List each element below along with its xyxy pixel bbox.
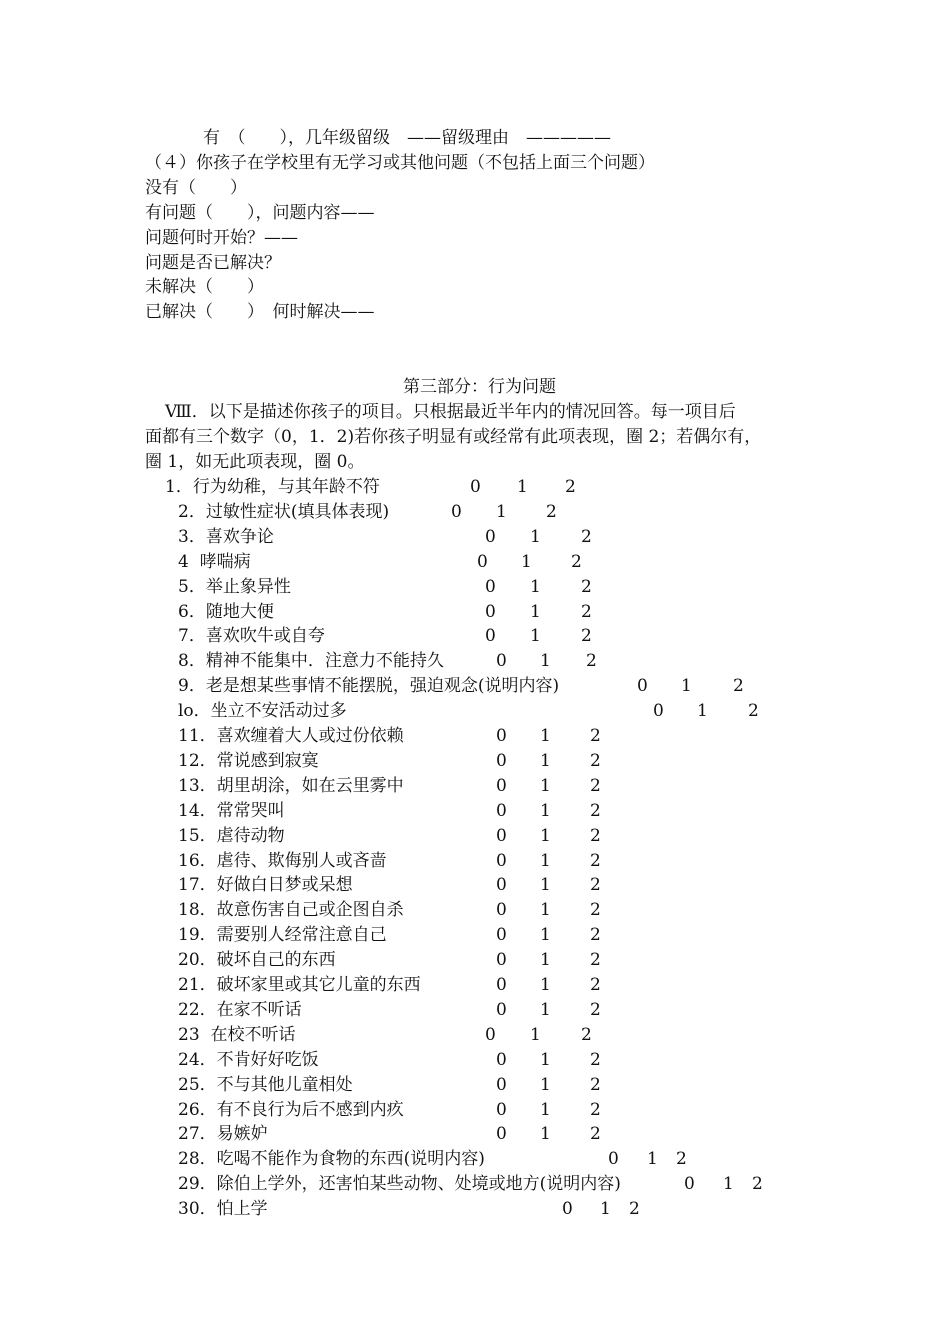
score-1-option[interactable]: 1: [530, 577, 541, 597]
behavior-item-label: 3．喜欢争论: [178, 527, 274, 547]
behavior-item-label: 20．破坏自己的东西: [178, 950, 336, 970]
behavior-item-label: 26．有不良行为后不感到内疚: [178, 1100, 404, 1120]
score-2-option[interactable]: 2: [546, 502, 557, 522]
score-2-option[interactable]: 2: [629, 1199, 640, 1219]
behavior-item-label: 7．喜欢吹牛或自夸: [178, 626, 325, 646]
score-1-option[interactable]: 1: [540, 1000, 551, 1020]
behavior-item-label: 25．不与其他儿童相处: [178, 1075, 353, 1095]
score-2-option[interactable]: 2: [581, 1025, 592, 1045]
behavior-item-label: 2．过敏性症状(填具体表现): [178, 502, 390, 522]
section-title: 第三部分：行为问题: [403, 377, 556, 397]
score-1-option[interactable]: 1: [540, 975, 551, 995]
score-0-option[interactable]: 0: [684, 1174, 695, 1194]
score-2-option[interactable]: 2: [733, 676, 744, 696]
score-0-option[interactable]: 0: [562, 1199, 573, 1219]
behavior-item-label: 1．行为幼稚，与其年龄不符: [165, 477, 380, 497]
retention-line: 有 （ ），几年级留级 ——留级理由 —————: [203, 128, 611, 148]
behavior-item-label: 16．虐待、欺侮别人或吝啬: [178, 851, 387, 871]
behavior-item-label: 22．在家不听话: [178, 1000, 302, 1020]
score-2-option[interactable]: 2: [590, 1050, 601, 1070]
behavior-item-label: 18．故意伤害自己或企图自杀: [178, 900, 404, 920]
score-0-option[interactable]: 0: [496, 851, 507, 871]
score-2-option[interactable]: 2: [581, 577, 592, 597]
score-2-option[interactable]: 2: [571, 552, 582, 572]
problem-resolved-question: 问题是否已解决？: [145, 253, 281, 273]
score-2-option[interactable]: 2: [581, 602, 592, 622]
score-2-option[interactable]: 2: [581, 626, 592, 646]
score-0-option[interactable]: 0: [637, 676, 648, 696]
problem-start-question: 问题何时开始？——: [145, 228, 298, 248]
score-1-option[interactable]: 1: [517, 477, 528, 497]
behavior-item-label: 12．常说感到寂寞: [178, 751, 319, 771]
score-2-option[interactable]: 2: [590, 776, 601, 796]
score-1-option[interactable]: 1: [600, 1199, 611, 1219]
score-0-option[interactable]: 0: [485, 1025, 496, 1045]
score-1-option[interactable]: 1: [540, 1100, 551, 1120]
score-0-option[interactable]: 0: [470, 477, 481, 497]
score-1-option[interactable]: 1: [540, 776, 551, 796]
question-4: （４）你孩子在学校里有无学习或其他问题（不包括上面三个问题）: [145, 153, 655, 173]
score-1-option[interactable]: 1: [540, 851, 551, 871]
score-1-option[interactable]: 1: [647, 1149, 658, 1169]
score-0-option[interactable]: 0: [496, 925, 507, 945]
score-1-option[interactable]: 1: [540, 801, 551, 821]
score-1-option[interactable]: 1: [521, 552, 532, 572]
score-1-option[interactable]: 1: [530, 626, 541, 646]
instructions-line-1: Ⅷ．以下是描述你孩子的项目。只根据最近半年内的情况回答。每一项目后: [165, 402, 736, 422]
score-0-option[interactable]: 0: [485, 626, 496, 646]
score-1-option[interactable]: 1: [540, 726, 551, 746]
score-0-option[interactable]: 0: [477, 552, 488, 572]
score-0-option[interactable]: 0: [496, 651, 507, 671]
score-2-option[interactable]: 2: [590, 900, 601, 920]
score-0-option[interactable]: 0: [496, 975, 507, 995]
score-1-option[interactable]: 1: [496, 502, 507, 522]
score-0-option[interactable]: 0: [653, 701, 664, 721]
score-1-option[interactable]: 1: [530, 1025, 541, 1045]
instructions-line-2: 面都有三个数字（0，1．2)若你孩子明显有或经常有此项表现，圈 2；若偶尔有，: [145, 427, 762, 447]
score-2-option[interactable]: 2: [590, 950, 601, 970]
score-0-option[interactable]: 0: [496, 1124, 507, 1144]
score-2-option[interactable]: 2: [590, 975, 601, 995]
score-1-option[interactable]: 1: [530, 527, 541, 547]
answer-resolved: 已解决（ ） 何时解决——: [145, 302, 375, 322]
score-2-option[interactable]: 2: [586, 651, 597, 671]
behavior-item-label: 23 在校不听话: [178, 1025, 296, 1045]
score-1-option[interactable]: 1: [540, 950, 551, 970]
behavior-item-label: 30．怕上学: [178, 1199, 268, 1219]
score-2-option[interactable]: 2: [590, 751, 601, 771]
score-1-option[interactable]: 1: [540, 751, 551, 771]
score-0-option[interactable]: 0: [485, 527, 496, 547]
score-2-option[interactable]: 2: [590, 826, 601, 846]
score-2-option[interactable]: 2: [590, 801, 601, 821]
score-1-option[interactable]: 1: [540, 651, 551, 671]
score-1-option[interactable]: 1: [540, 1124, 551, 1144]
behavior-item-label: 11．喜欢缠着大人或过份依赖: [178, 726, 404, 746]
behavior-item-label: 19．需要别人经常注意自己: [178, 925, 387, 945]
score-2-option[interactable]: 2: [581, 527, 592, 547]
score-1-option[interactable]: 1: [540, 875, 551, 895]
score-2-option[interactable]: 2: [590, 1100, 601, 1120]
score-2-option[interactable]: 2: [590, 1075, 601, 1095]
behavior-item-label: 4 哮喘病: [178, 552, 251, 572]
score-0-option[interactable]: 0: [451, 502, 462, 522]
score-1-option[interactable]: 1: [540, 1075, 551, 1095]
score-0-option[interactable]: 0: [485, 602, 496, 622]
behavior-item-label: 6．随地大便: [178, 602, 274, 622]
behavior-item-label: 5．举止象异性: [178, 577, 291, 597]
answer-unresolved: 未解决（ ）: [145, 277, 264, 297]
score-2-option[interactable]: 2: [590, 875, 601, 895]
behavior-item-label: 21．破坏家里或其它儿童的东西: [178, 975, 421, 995]
score-0-option[interactable]: 0: [496, 751, 507, 771]
score-2-option[interactable]: 2: [676, 1149, 687, 1169]
score-1-option[interactable]: 1: [540, 826, 551, 846]
score-2-option[interactable]: 2: [590, 1000, 601, 1020]
score-0-option[interactable]: 0: [608, 1149, 619, 1169]
score-2-option[interactable]: 2: [590, 1124, 601, 1144]
score-2-option[interactable]: 2: [590, 726, 601, 746]
score-2-option[interactable]: 2: [752, 1174, 763, 1194]
score-1-option[interactable]: 1: [540, 900, 551, 920]
behavior-item-label: 15．虐待动物: [178, 826, 285, 846]
score-0-option[interactable]: 0: [496, 875, 507, 895]
score-2-option[interactable]: 2: [748, 701, 759, 721]
instructions-line-3: 圈 1，如无此项表现，圈 0。: [145, 452, 365, 472]
score-1-option[interactable]: 1: [540, 1050, 551, 1070]
score-1-option[interactable]: 1: [697, 701, 708, 721]
score-0-option[interactable]: 0: [496, 801, 507, 821]
behavior-item-label: 28．吃喝不能作为食物的东西(说明内容): [178, 1149, 485, 1169]
score-2-option[interactable]: 2: [590, 851, 601, 871]
behavior-item-label: 9．老是想某些事情不能摆脱，强迫观念(说明内容): [178, 676, 560, 696]
behavior-item-label: 24．不肯好好吃饭: [178, 1050, 319, 1070]
behavior-item-label: 17．好做白日梦或呆想: [178, 875, 353, 895]
score-1-option[interactable]: 1: [681, 676, 692, 696]
score-0-option[interactable]: 0: [496, 1100, 507, 1120]
score-0-option[interactable]: 0: [496, 1000, 507, 1020]
behavior-item-label: 27．易嫉妒: [178, 1124, 268, 1144]
score-0-option[interactable]: 0: [496, 826, 507, 846]
score-0-option[interactable]: 0: [496, 726, 507, 746]
score-0-option[interactable]: 0: [496, 950, 507, 970]
behavior-item-label: 8．精神不能集中．注意力不能持久: [178, 651, 444, 671]
answer-has-problem: 有问题（ ），问题内容——: [145, 203, 375, 223]
behavior-item-label: 29．除伯上学外，还害怕某些动物、处境或地方(说明内容): [178, 1174, 621, 1194]
score-1-option[interactable]: 1: [530, 602, 541, 622]
behavior-item-label: 14．常常哭叫: [178, 801, 285, 821]
score-0-option[interactable]: 0: [496, 900, 507, 920]
score-2-option[interactable]: 2: [590, 925, 601, 945]
score-0-option[interactable]: 0: [496, 1050, 507, 1070]
score-1-option[interactable]: 1: [540, 925, 551, 945]
score-0-option[interactable]: 0: [485, 577, 496, 597]
score-1-option[interactable]: 1: [723, 1174, 734, 1194]
score-2-option[interactable]: 2: [565, 477, 576, 497]
answer-none: 没有（ ）: [145, 178, 247, 198]
score-0-option[interactable]: 0: [496, 1075, 507, 1095]
behavior-item-label: lo．坐立不安活动过多: [178, 701, 347, 721]
behavior-item-label: 13．胡里胡涂，如在云里雾中: [178, 776, 404, 796]
score-0-option[interactable]: 0: [496, 776, 507, 796]
